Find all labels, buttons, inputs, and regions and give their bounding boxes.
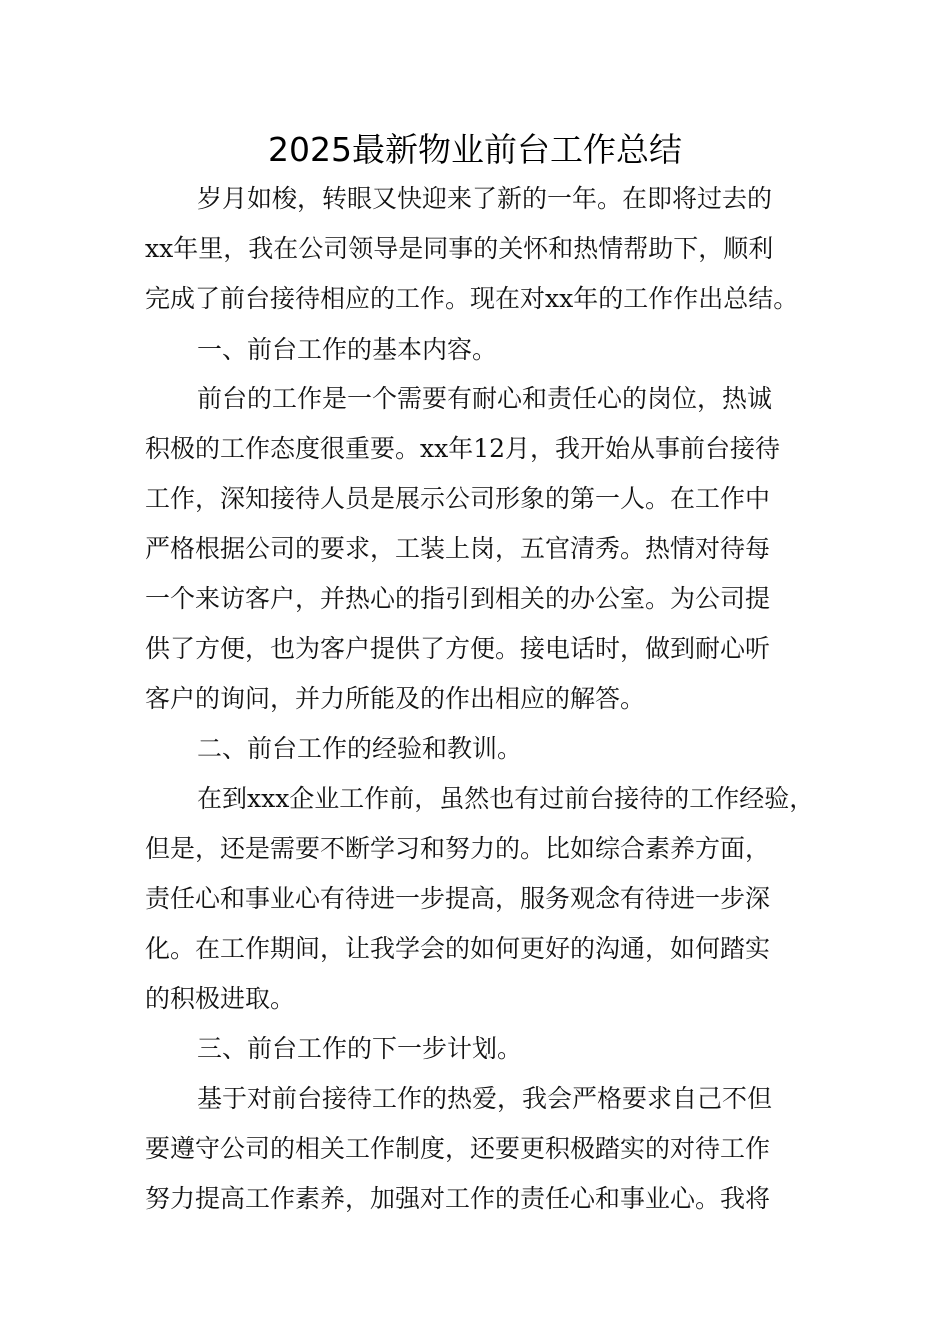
text-line: 前台的工作是一个需要有耐心和责任心的岗位，热诚 xyxy=(197,384,773,413)
text-line: 一个来访客户，并热心的指引到相关的办公室。为公司提 xyxy=(145,584,771,613)
text-line: xx年里，我在公司领导是同事的关怀和热情帮助下，顺利 xyxy=(145,234,774,263)
text-line: 完成了前台接待相应的工作。现在对xx年的工作作出总结。 xyxy=(145,284,799,313)
text-line: 化。在工作期间，让我学会的如何更好的沟通，如何踏实 xyxy=(145,934,771,963)
text-line: 岁月如梭，转眼又快迎来了新的一年。在即将过去的 xyxy=(197,184,773,213)
text-line: 努力提高工作素养，加强对工作的责任心和事业心。我将 xyxy=(145,1184,771,1213)
section-heading: 三、前台工作的下一步计划。 xyxy=(197,1034,523,1063)
text-line: 基于对前台接待工作的热爱，我会严格要求自己不但 xyxy=(197,1084,773,1113)
text-line: 在到xxx企业工作前，虽然也有过前台接待的工作经验， xyxy=(197,784,815,813)
text-line: 客户的询问，并力所能及的作出相应的解答。 xyxy=(145,684,646,713)
text-line: 供了方便，也为客户提供了方便。接电话时，做到耐心听 xyxy=(145,634,771,663)
text-line: 责任心和事业心有待进一步提高，服务观念有待进一步深 xyxy=(145,884,771,913)
text-line: 积极的工作态度很重要。xx年12月，我开始从事前台接待 xyxy=(145,434,781,463)
document-title: 2025最新物业前台工作总结 xyxy=(268,130,682,169)
section-heading: 二、前台工作的经验和教训。 xyxy=(197,734,523,763)
text-line: 但是，还是需要不断学习和努力的。比如综合素养方面， xyxy=(145,834,771,863)
text-line: 工作，深知接待人员是展示公司形象的第一人。在工作中 xyxy=(145,484,771,513)
text-line: 的积极进取。 xyxy=(145,984,296,1013)
text-line: 严格根据公司的要求，工装上岗，五官清秀。热情对待每 xyxy=(145,534,771,563)
section-heading: 一、前台工作的基本内容。 xyxy=(197,335,498,364)
text-line: 要遵守公司的相关工作制度，还要更积极踏实的对待工作 xyxy=(145,1134,771,1163)
